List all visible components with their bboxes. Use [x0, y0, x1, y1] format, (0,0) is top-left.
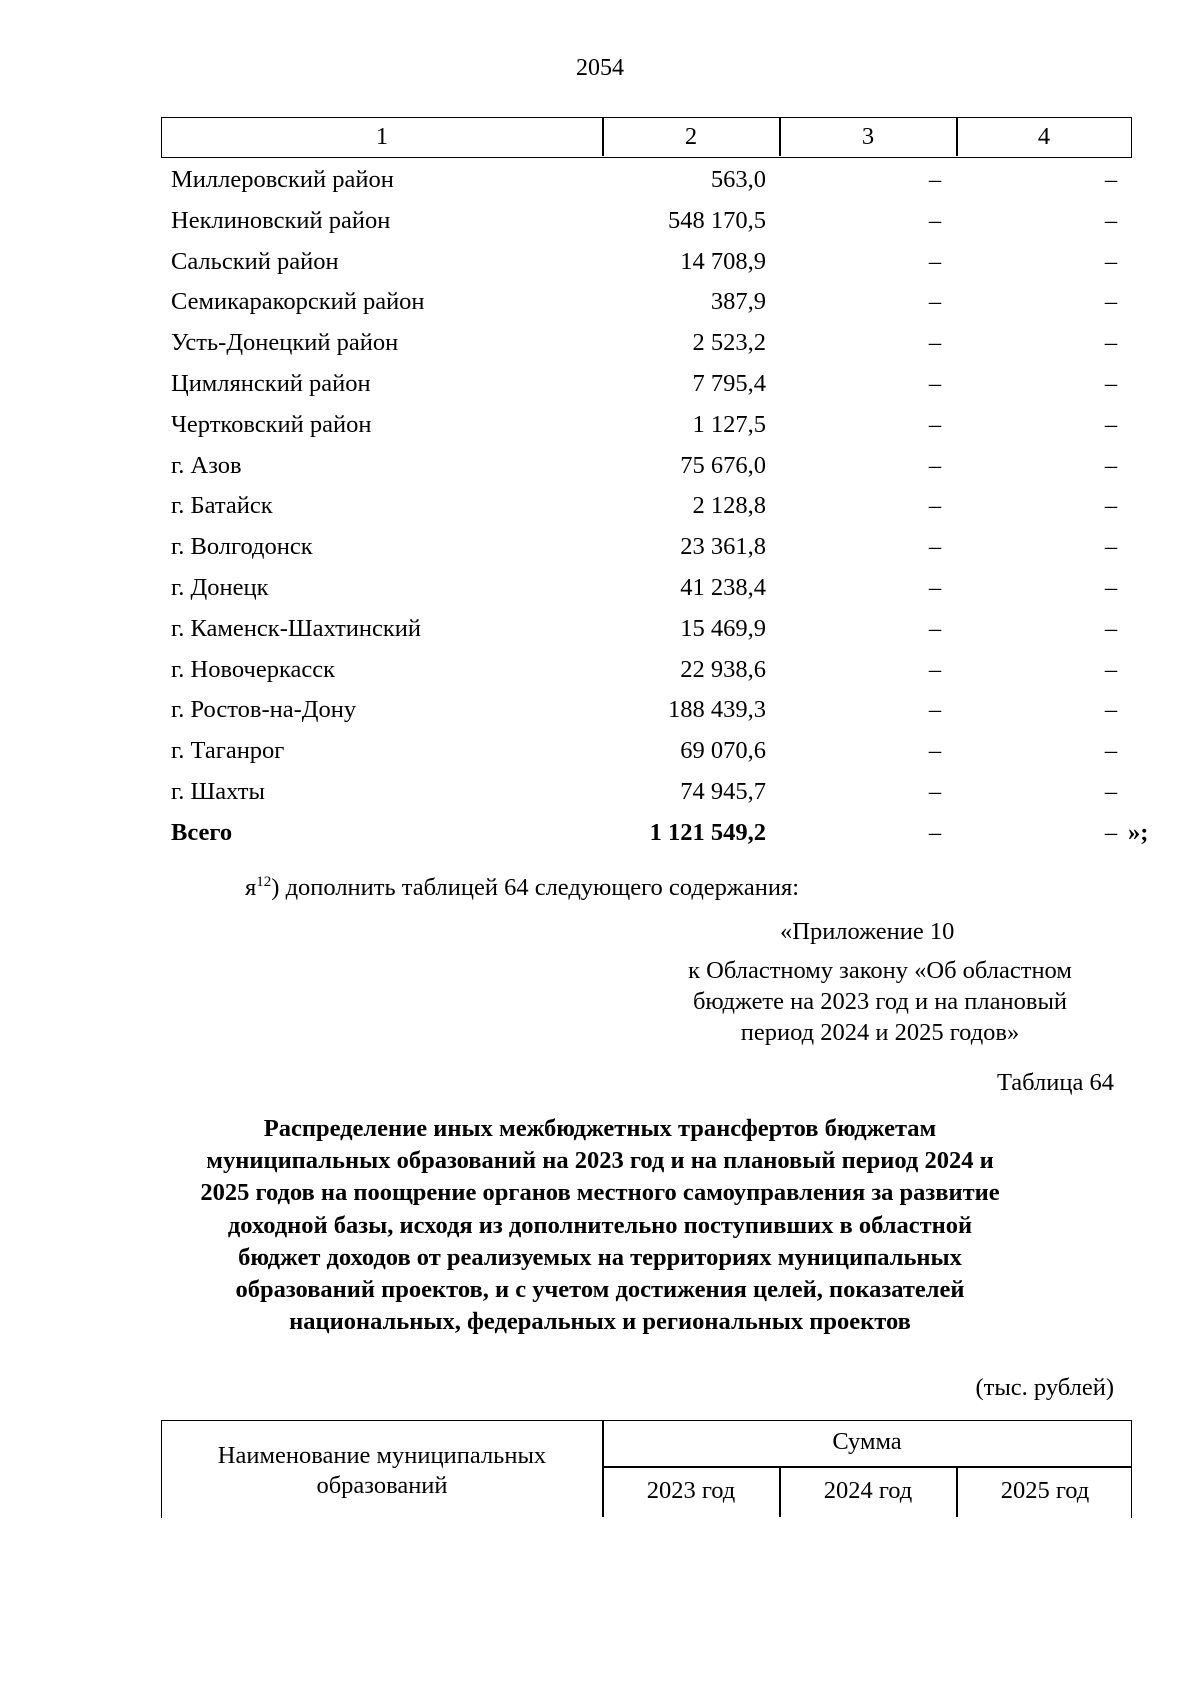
column-name-line: Наименование муниципальных	[217, 1442, 547, 1469]
row-value-4: –	[1104, 451, 1118, 479]
row-value-4: –	[1104, 166, 1118, 193]
row-value-4: –	[1104, 329, 1118, 357]
row-name: Чертковский район	[171, 410, 372, 438]
header-col-2: 2	[684, 123, 698, 150]
table-heading	[140, 1113, 1060, 1338]
row-value-2: 22 938,6	[680, 655, 766, 683]
row-value-2: 41 238,4	[680, 574, 766, 601]
units-label: (тыс. рублей)	[975, 1374, 1114, 1401]
row-name: г. Волгодонск	[171, 533, 313, 561]
row-value-2: 14 708,9	[680, 247, 766, 275]
heading-line: бюджет доходов от реализуемых на территориях муниципальных	[238, 1243, 962, 1271]
row-value-4: –	[1104, 410, 1118, 438]
table-row	[0, 650, 1200, 690]
row-value-3: –	[928, 329, 942, 357]
table-row	[0, 160, 1200, 200]
year-header-2024: 2024 год	[823, 1477, 913, 1504]
table-row	[0, 609, 1200, 649]
row-value-3: –	[928, 533, 942, 561]
row-value-4: –	[1104, 737, 1118, 765]
row-name: Неклиновский район	[171, 206, 391, 234]
row-value-2: 23 361,8	[680, 533, 766, 561]
row-value-2: 1 127,5	[692, 410, 766, 438]
row-value-3: –	[928, 410, 942, 438]
heading-line: муниципальных образований на 2023 год и на плановый период 2024 и	[206, 1147, 994, 1175]
header-col-4: 4	[1037, 123, 1051, 150]
row-value-4: –	[1104, 614, 1118, 642]
table-row	[0, 731, 1200, 771]
total-row	[0, 813, 1200, 853]
appendix-title: «Приложение 10	[780, 918, 955, 945]
row-value-2: 75 676,0	[680, 451, 766, 479]
row-value-4: –	[1104, 370, 1118, 397]
row-value-2: 15 469,9	[680, 614, 766, 642]
page-number: 2054	[576, 55, 624, 81]
row-value-4: –	[1104, 574, 1118, 601]
column-name-line: образований	[316, 1472, 448, 1499]
row-name: г. Батайск	[171, 492, 273, 520]
row-value-2: 563,0	[710, 166, 766, 193]
row-value-2: 2 523,2	[692, 329, 766, 357]
row-value-4: –	[1104, 247, 1118, 275]
row-value-4: –	[1104, 492, 1118, 520]
sum-divider	[602, 1466, 1132, 1468]
row-value-3: –	[928, 614, 942, 642]
heading-line: образований проектов, и с учетом достижения целей, показателей	[235, 1276, 965, 1304]
row-name: г. Азов	[171, 451, 242, 479]
appendix-reference	[600, 955, 1160, 1048]
heading-line: национальных, федеральных и региональных проектов	[289, 1308, 911, 1336]
row-value-2: 74 945,7	[680, 778, 766, 805]
row-value-4: –	[1104, 818, 1118, 846]
table-row	[0, 282, 1200, 322]
table-row	[0, 323, 1200, 363]
row-value-3: –	[928, 492, 942, 520]
amendment-paragraph	[245, 864, 799, 906]
appendix-ref-line: бюджете на 2023 год и на плановый	[692, 988, 1068, 1015]
table-row	[0, 242, 1200, 282]
continuation-table-header	[161, 117, 1132, 158]
row-value-2: 2 128,8	[692, 492, 766, 520]
row-name: Всего	[171, 818, 233, 846]
paragraph-prefix: я	[245, 874, 257, 901]
table-row	[0, 201, 1200, 241]
row-value-3: –	[928, 247, 942, 275]
row-value-2: 1 121 549,2	[649, 818, 766, 846]
heading-line: Распределение иных межбюджетных трансфертов бюджетам	[263, 1115, 937, 1142]
table-row	[0, 690, 1200, 730]
row-value-3: –	[928, 370, 942, 397]
row-value-3: –	[928, 737, 942, 765]
header-col-3: 3	[861, 123, 875, 150]
table-row	[0, 446, 1200, 486]
row-value-4: –	[1104, 206, 1118, 234]
table-row	[0, 568, 1200, 608]
heading-line: 2025 годов на поощрение органов местного самоуправления за развитие	[200, 1179, 1000, 1207]
row-value-2: 69 070,6	[680, 737, 766, 765]
row-value-2: 548 170,5	[668, 206, 766, 234]
row-name: Сальский район	[171, 247, 339, 275]
paragraph-text: ) дополнить таблицей 64 следующего содержания:	[271, 874, 800, 901]
row-name: г. Ростов-на-Дону	[171, 696, 357, 724]
row-value-4: –	[1104, 533, 1118, 561]
row-name: г. Донецк	[171, 574, 269, 601]
row-value-3: –	[928, 696, 942, 724]
table-row	[0, 405, 1200, 445]
appendix-ref-line: период 2024 и 2025 годов»	[740, 1019, 1020, 1046]
row-value-3: –	[928, 818, 942, 846]
year-header-2023: 2023 год	[646, 1477, 736, 1504]
sum-header: Сумма	[832, 1428, 902, 1455]
row-name: г. Каменск-Шахтинский	[171, 614, 422, 642]
row-value-4: –	[1104, 288, 1118, 316]
row-value-3: –	[928, 451, 942, 479]
row-value-3: –	[928, 288, 942, 316]
table-row	[0, 527, 1200, 567]
heading-line: доходной базы, исходя из дополнительно поступивших в областной	[227, 1211, 973, 1239]
row-value-3: –	[928, 655, 942, 683]
row-name: Цимлянский район	[171, 370, 371, 397]
paragraph-sup: 12	[256, 874, 272, 890]
row-name: Семикаракорский район	[171, 288, 425, 316]
row-value-4: –	[1104, 778, 1118, 805]
table-row	[0, 364, 1200, 404]
row-name: Усть-Донецкий район	[171, 329, 399, 357]
row-value-2: 387,9	[710, 288, 766, 316]
table-row	[0, 486, 1200, 526]
column-name-header	[162, 1441, 602, 1501]
row-value-3: –	[928, 778, 942, 805]
row-value-4: –	[1104, 655, 1118, 683]
row-value-4: –	[1104, 696, 1118, 724]
row-value-3: –	[928, 206, 942, 234]
row-name: г. Таганрог	[171, 737, 285, 765]
row-value-2: 188 439,3	[668, 696, 766, 724]
table-64-header	[161, 1420, 1132, 1518]
row-value-3: –	[928, 166, 942, 193]
appendix-ref-line: к Областному закону «Об областном	[688, 957, 1072, 984]
header-col-1: 1	[375, 123, 389, 150]
row-value-3: –	[928, 574, 942, 601]
row-name: г. Новочеркасск	[171, 655, 335, 683]
table-label: Таблица 64	[996, 1069, 1114, 1096]
row-value-2: 7 795,4	[692, 370, 766, 397]
row-name: г. Шахты	[171, 778, 265, 805]
row-name: Миллеровский район	[171, 166, 394, 193]
closing-quote: »;	[1128, 818, 1149, 846]
year-header-2025: 2025 год	[1000, 1477, 1090, 1504]
table-row	[0, 772, 1200, 812]
